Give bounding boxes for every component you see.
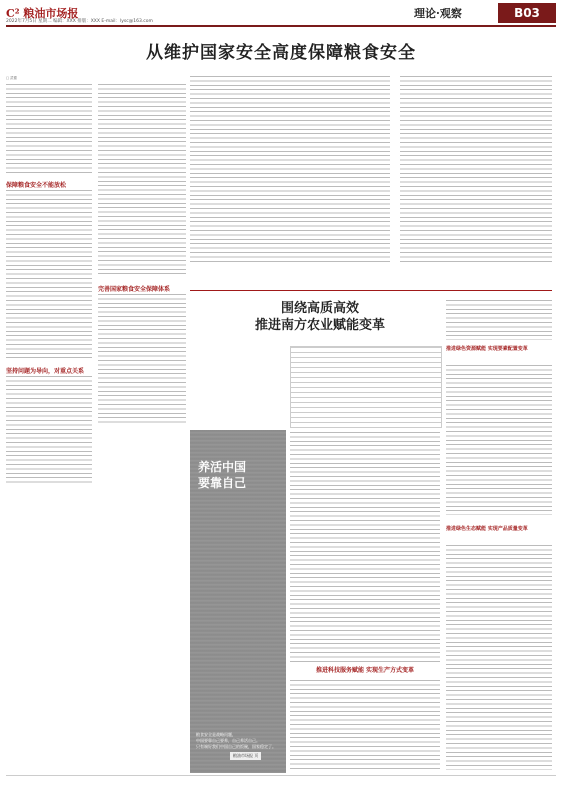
text-block	[6, 84, 92, 174]
text-block	[98, 84, 186, 274]
second-headline-line2: 推进南方农业赋能变革	[254, 318, 385, 333]
left-article	[6, 76, 186, 776]
promo-title-line2: 要靠自己	[198, 476, 247, 490]
text-block	[98, 294, 186, 424]
right-lower-text-top	[446, 300, 552, 340]
second-headline-line1: 围绕高质高效	[280, 301, 359, 316]
right-bottom-text	[446, 545, 552, 770]
right-upper-text	[400, 76, 552, 262]
main-headline: 从维护国家安全高度保障粮食安全	[146, 43, 416, 63]
intro-box	[290, 346, 442, 428]
left-subhead-3: 坚持问题为导向，对重点关系	[6, 368, 85, 375]
masthead-subline: 2022年7月5日 星期二 编辑：XXX 排版：XXX E-mail：lysc@163.com	[6, 19, 153, 24]
page-code: B03	[498, 3, 556, 23]
masthead	[6, 3, 556, 27]
newspaper-logo: C² 粮油市场报	[6, 7, 79, 20]
promo-title-line1: 养活中国	[198, 460, 247, 474]
section-title: 理论·观察	[414, 7, 462, 20]
center-upper-text	[190, 76, 390, 262]
promo-photo	[190, 430, 286, 773]
text-block	[6, 376, 92, 486]
right-subhead-2: 推进绿色生态赋能 实现产品质量变革	[446, 526, 528, 532]
caption-line: 中国要靠自己要养，自己养活自己。	[196, 738, 260, 743]
caption-line: 粮食安全是战略问题，	[196, 732, 236, 737]
promo-caption	[196, 732, 276, 750]
section-divider	[190, 290, 552, 291]
right-subhead-1: 推进绿色资源赋能 实现要素配置变革	[446, 346, 528, 352]
second-headline	[200, 300, 440, 334]
center-subhead: 推进科技服务赋能 实现生产方式变革	[315, 667, 415, 674]
left-byline: □ 武德	[6, 76, 17, 80]
footer-tag: 粮油市场报 页	[230, 752, 261, 760]
text-block	[6, 190, 92, 360]
footer-rule	[6, 775, 556, 776]
left-subhead-2: 完善国家粮食安全保障体系	[98, 286, 171, 293]
center-lower-text	[290, 432, 440, 662]
caption-line: 只有端好我们中国自己的饭碗，国家稳定了。	[196, 744, 276, 749]
right-lower-text	[446, 365, 552, 515]
center-bottom-text	[290, 680, 440, 770]
left-subhead-1: 保障粮食安全不能放松	[6, 182, 67, 189]
